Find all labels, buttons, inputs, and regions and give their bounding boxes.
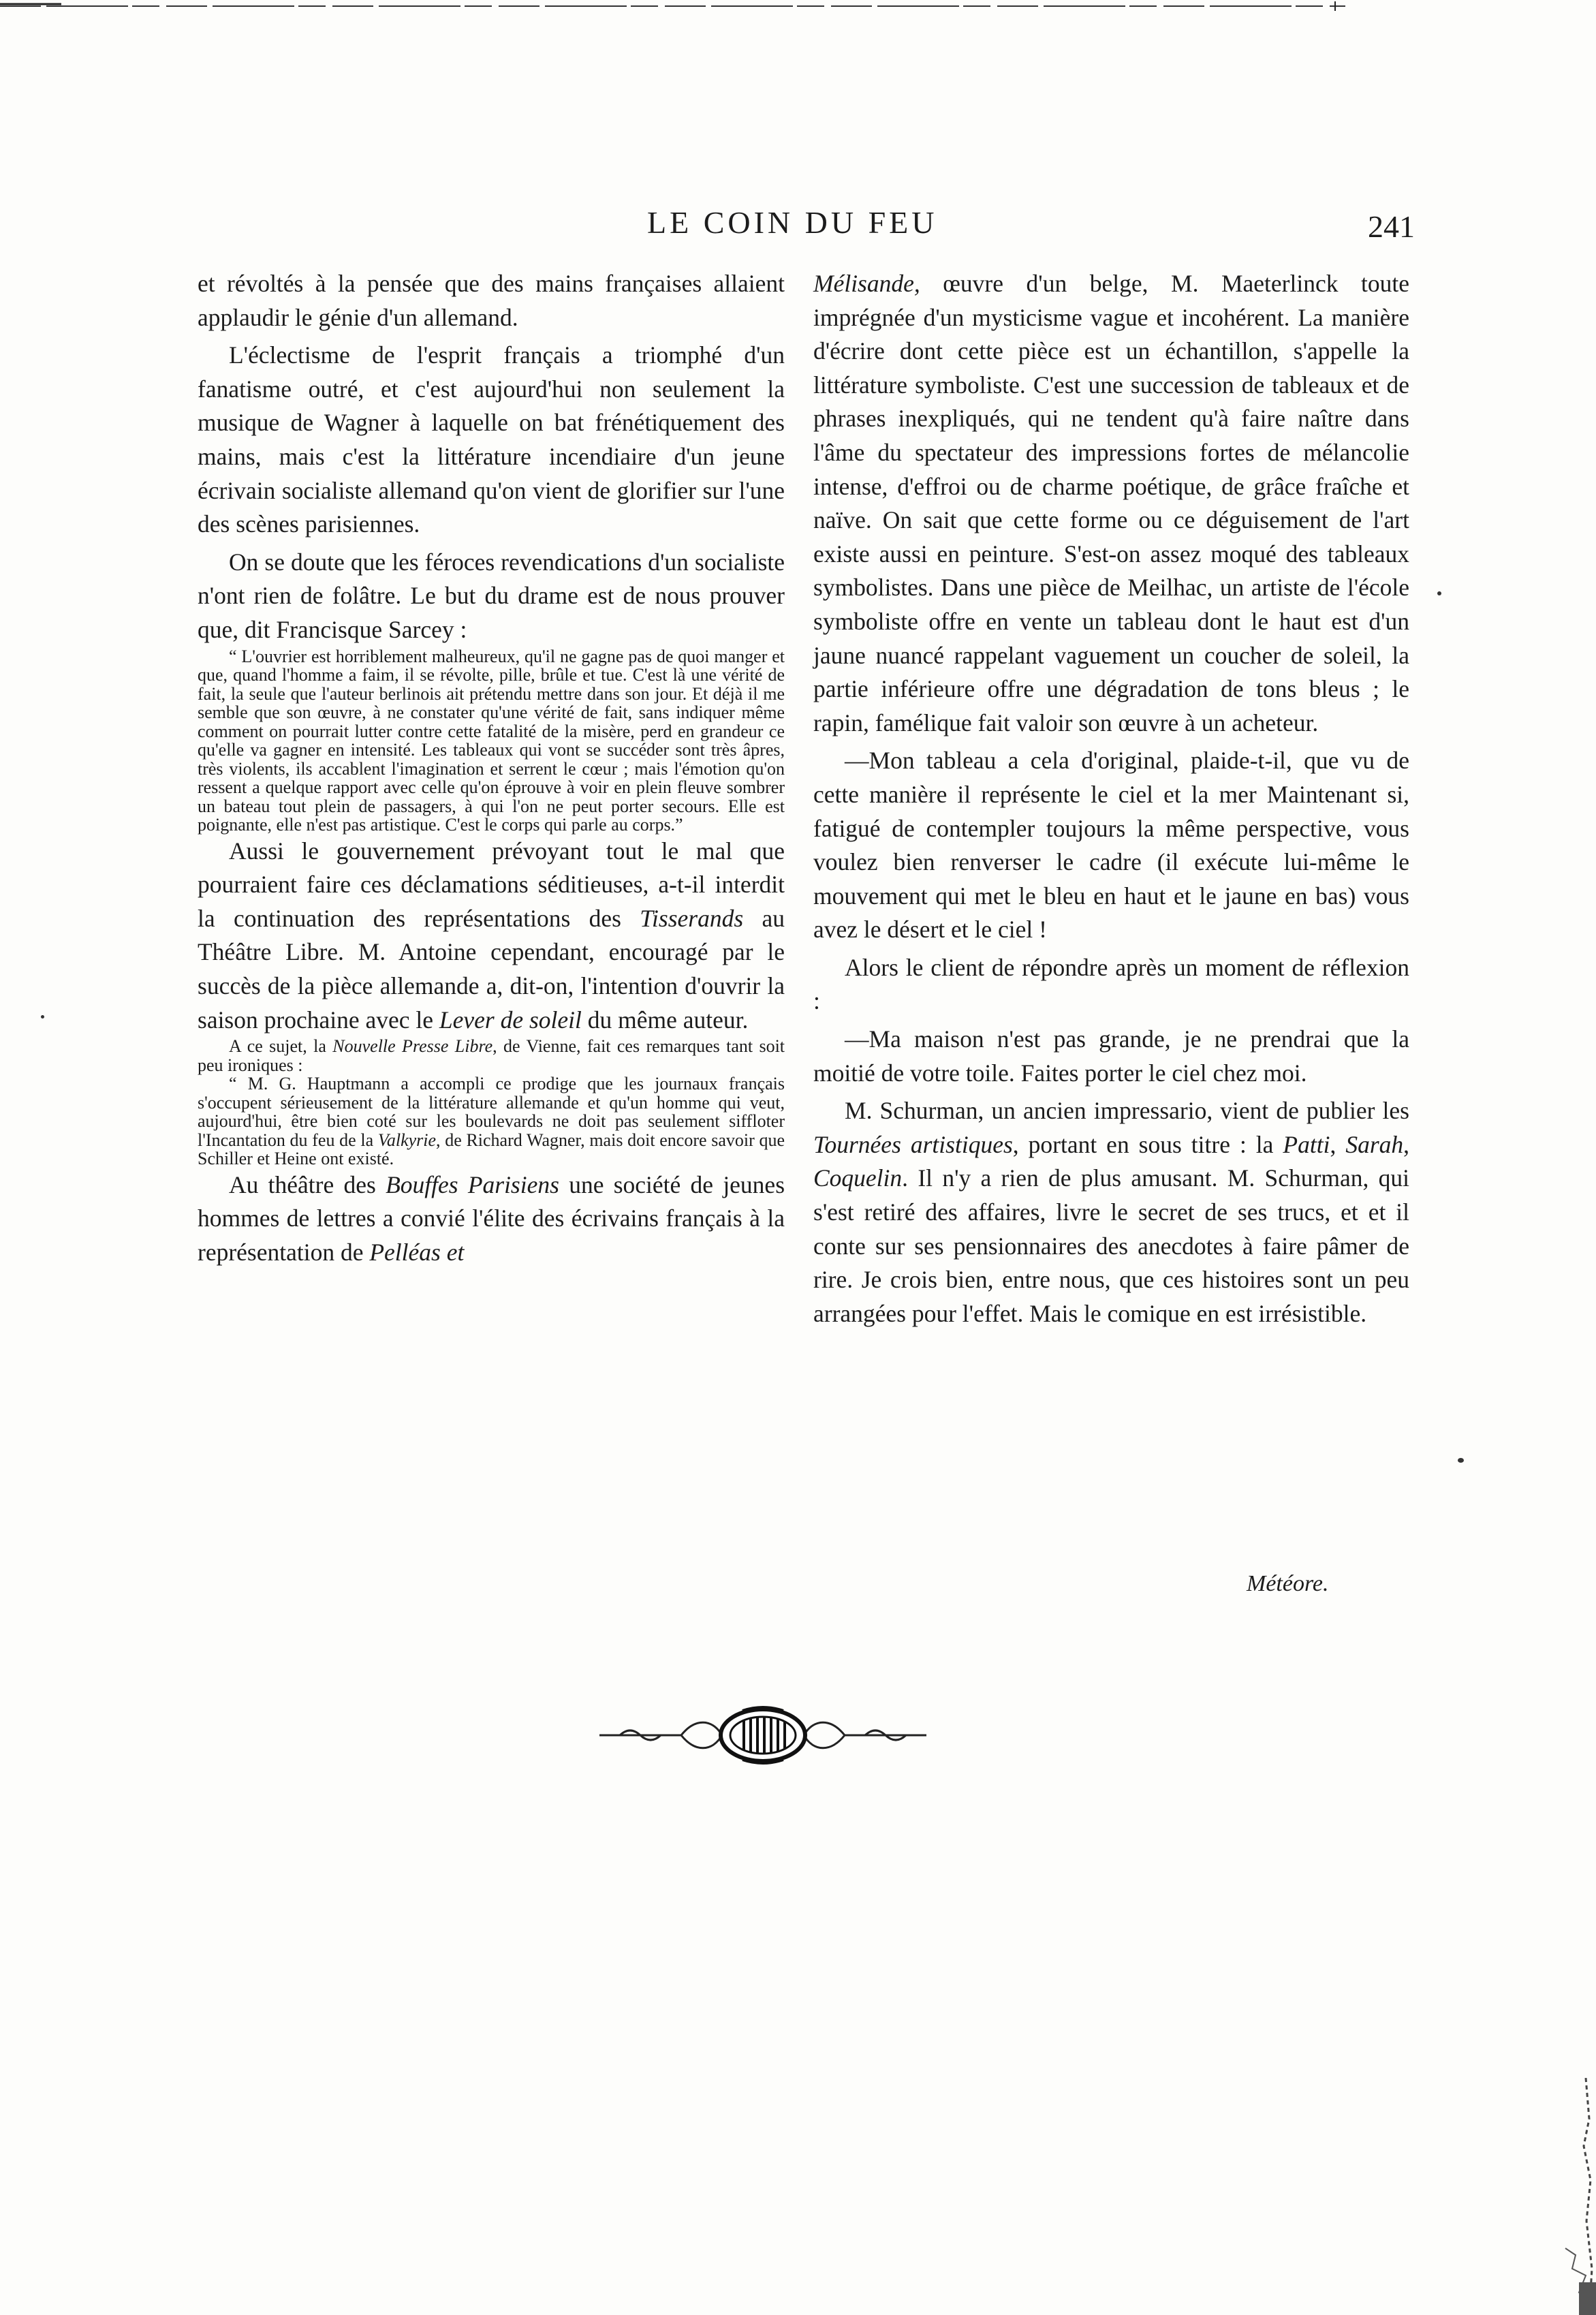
title-tournees-artistiques: Tournées artistiques	[813, 1130, 1013, 1158]
name-patti: Patti	[1283, 1130, 1330, 1158]
paper-speck	[1458, 1458, 1464, 1463]
right-paragraph-3: Alors le client de répondre après un moment de réflexion :	[813, 953, 1409, 1015]
title-valkyrie: Valkyrie	[377, 1130, 437, 1150]
right-paragraph-2: —Mon tableau a cela d'original, plaide-t-il, que vu de cette manière il représente le ciel et la mer Maintenant si, fatigué de contempler toujours la même perspective, vous voulez bien renverser le cadre (il exécute lui-même le mouvement qui met le bleu en haut et le jaune en bas) vous avez le désert et le ciel !	[813, 747, 1409, 944]
right-column	[813, 267, 1409, 1331]
page-number: 241	[1368, 209, 1415, 244]
page-edge-damage	[1545, 2078, 1596, 2315]
paper-speck	[1437, 591, 1441, 595]
name-sarah: Sarah	[1345, 1130, 1404, 1158]
title-lever-de-soleil: Lever de soleil	[439, 1006, 582, 1034]
title-nouvelle-presse-libre: Nouvelle Presse Libre	[332, 1036, 493, 1057]
right-paragraph-5: M. Schurman, un ancien impressario, vient de publier les Tournées artistiques, portant en sous titre : la Patti, Sarah, Coquelin. Il n'y a rien de plus amusant. M. Schurman, qui s'est retiré des affaires, livre le secret de ses trucs, et et il conte sur ses pensionnaires des anecdotes à faire pâmer de rire. Je crois bien, entre nous, que ces histoires sont un peu arrangées pour l'effet. Mais le comique en est irrésistible.	[813, 1097, 1410, 1327]
left-paragraph-3: On se doute que les féroces revendications d'un socialiste n'ont rien de folâtre. Le but du drame est de nous prouver que, dit Francisque Sarcey :	[198, 548, 785, 643]
left-paragraph-1: et révoltés à la pensée que des mains françaises allaient applaudir le génie d'un allemand.	[198, 270, 785, 331]
title-tisserands: Tisserands	[640, 904, 744, 932]
top-edge-rule	[0, 0, 1349, 12]
right-paragraph-1: Mélisande, œuvre d'un belge, M. Maeterlinck toute imprégnée d'un mysticisme vague et incohérent. La manière d'écrire dont cette pièce est un échantillon, s'appelle la littérature symboliste. C'est une succession de tableaux et de phrases inexpliqués, qui ne tendent qu'à faire naître dans l'âme du spectateur des impressions fortes de mélancolie intense, d'effroi ou de charme poétique, de grâce fraîche et naïve. On sait que cette forme ou ce déguisement de l'art existe aussi en peinture. S'est-on assez moqué des tableaux symbolistes. Dans une pièce de Meilhac, un artiste de l'école symboliste offre en vente un tableau dont le haut est d'un jaune nuancé rappelant vaguement un coucher de soleil, la partie inférieure offre une dégradation de tons bleus ; le rapin, famélique fait valoir son œuvre à un acheteur.	[813, 270, 1409, 736]
paper-speck	[41, 1015, 44, 1019]
title-bouffes-parisiens: Bouffes Parisiens	[386, 1170, 559, 1198]
sarcey-quote: “ L'ouvrier est horriblement malheureux, qu'il ne gagne pas de quoi manger et que, quand l'homme a faim, il se révolte, pille, brûle et tue. C'est là une vérité de fait, la seule que l'auteur berlinois ait prétendu mettre dans son jour. Et déjà il me semble que son œuvre, à ne constater qu'une vérité de fait, sans indiquer même comment on pourrait lutter contre cette fatalité de la misère, perd en grandeur ce qu'elle va gagner en intensité. Les tableaux qui vont se succéder sont très âpres, très violents, ils accablent l'imagination et serrent le cœur ; mais l'émotion qu'on ressent a quelque rapport avec celle qu'on éprouve à voir en plein fleuve sombrer un bateau tout plein de passagers, à qui l'on ne peut porter secours. Elle est poignante, elle n'est pas artistique. C'est le corps qui parle au corps.”	[198, 646, 785, 835]
note-intro: A ce sujet, la Nouvelle Presse Libre, de Vienne, fait ces remarques tant soit peu ironiques : “ M. G. Hauptmann a accompli ce prodige que les journaux français s'occupent sérieusement de la littérature allemande et qu'un homme qui veut, aujourd'hui, être bien coté sur les boulevards ne doit pas seulement siffloter l'Incantation du feu de la Valkyrie, de Richard Wagner, mais doit encore savoir que Schiller et Heine ont existé.	[198, 1036, 785, 1169]
name-coquelin: Coquelin	[813, 1164, 903, 1192]
left-column	[198, 267, 785, 1269]
note-quote: “ M. G. Hauptmann a accompli ce prodige que les journaux français s'occupent sérieusement de la littérature allemande et qu'un homme qui veut, aujourd'hui, être bien coté sur les boulevards ne doit pas seulement siffloter l'Incantation du feu de la Valkyrie, de Richard Wagner, mais doit encore savoir que Schiller et Heine ont existé.	[198, 1074, 785, 1169]
running-head-title: LE COIN DU FEU	[647, 205, 938, 240]
fleuron-ornament-icon	[593, 1705, 933, 1766]
left-paragraph-2: L'éclectisme de l'esprit français a triomphé d'un fanatisme outré, et c'est aujourd'hui non seulement la musique de Wagner à laquelle on bat frénétiquement des mains, mais c'est la littérature incendiaire d'un jeune écrivain socialiste allemand qu'on vient de glorifier sur l'une des scènes parisiennes.	[198, 341, 785, 538]
title-pelleas: Pelléas et	[369, 1238, 465, 1266]
left-paragraph-4: Aussi le gouvernement prévoyant tout le mal que pourraient faire ces déclamations séditieuses, a-t-il interdit la continuation des représentations des Tisserands au Théâtre Libre. M. Antoine cependant, encouragé par le succès de la pièce allemande a, dit-on, l'intention d'ouvrir la saison prochaine avec le Lever de soleil du même auteur.	[198, 837, 785, 1034]
title-melisande: Mélisande,	[813, 270, 920, 297]
left-paragraph-5: Au théâtre des Bouffes Parisiens une société de jeunes hommes de lettres a convié l'élite des écrivains français à la représentation de Pelléas et	[198, 1170, 785, 1266]
right-paragraph-4: —Ma maison n'est pas grande, je ne prendrai que la moitié de votre toile. Faites porter le ciel chez moi.	[813, 1025, 1409, 1087]
author-signature: Météore.	[1247, 1571, 1329, 1596]
